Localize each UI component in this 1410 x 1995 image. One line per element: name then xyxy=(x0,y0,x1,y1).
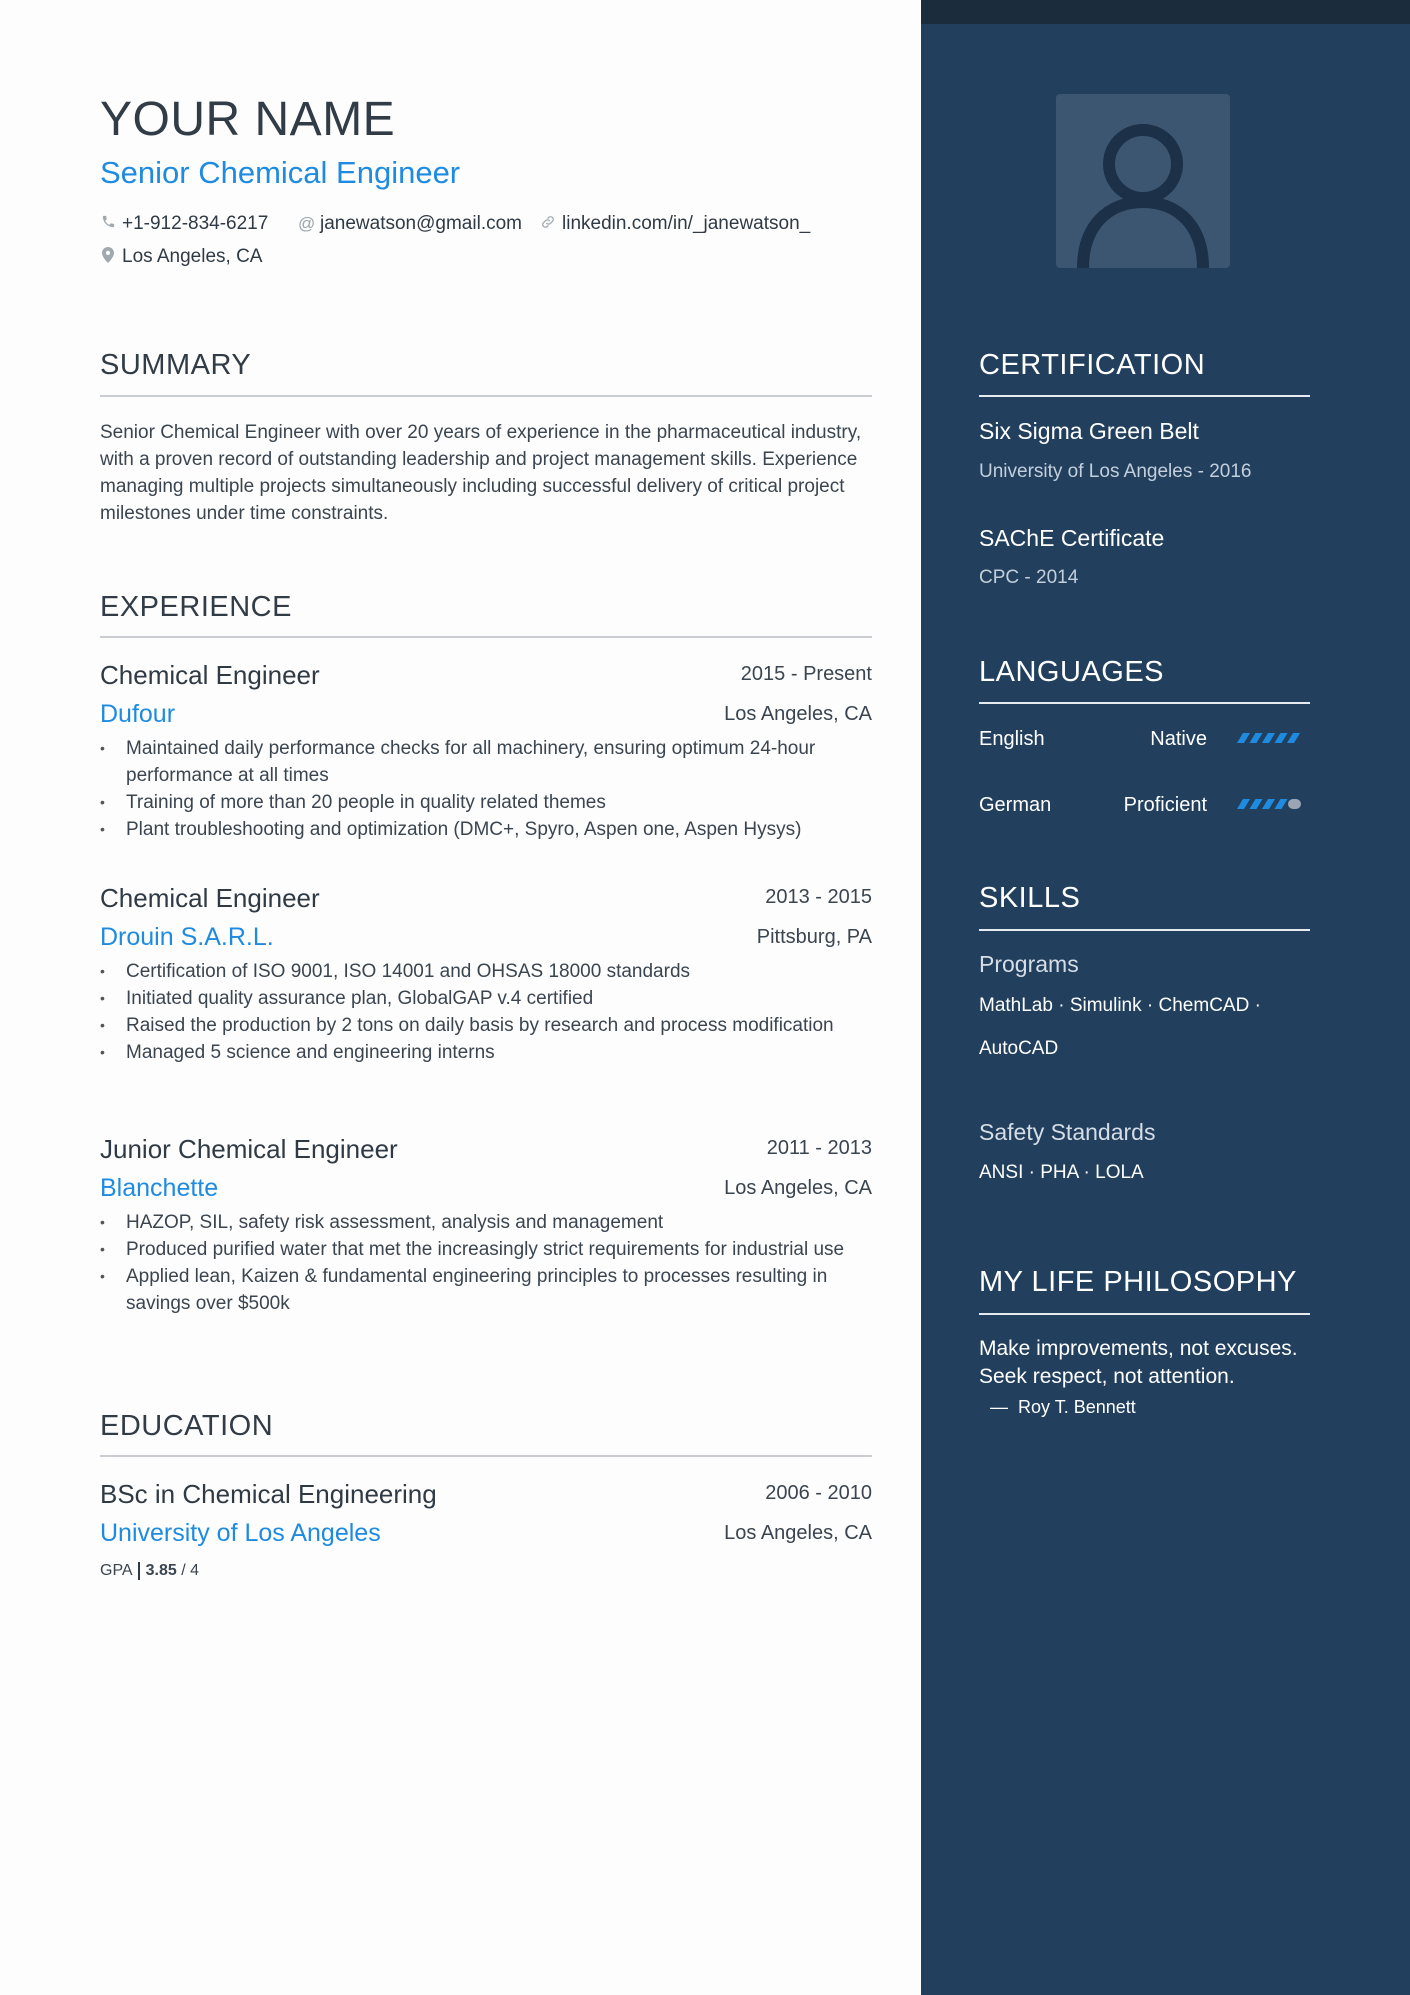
languages-heading: LANGUAGES xyxy=(979,656,1164,688)
language-proficiency-bar xyxy=(1237,732,1311,744)
cert-detail: CPC - 2014 xyxy=(979,567,1079,588)
gpa xyxy=(100,1562,199,1580)
language-name: German xyxy=(979,794,1052,816)
email-text[interactable]: janewatson@gmail.com xyxy=(320,213,522,234)
job-dates: 2011 - 2013 xyxy=(766,1137,872,1159)
list-item: • Certification of ISO 9001, ISO 14001 and OHSAS 18000 standards xyxy=(100,958,875,985)
proficiency-segment-filled xyxy=(1275,799,1288,809)
contact-location xyxy=(100,246,262,268)
contact-linkedin[interactable] xyxy=(540,213,810,235)
job-dates: 2015 - Present xyxy=(740,663,872,685)
gpa-max: / 4 xyxy=(181,1562,199,1580)
language-proficiency-bar xyxy=(1237,798,1311,810)
link-icon xyxy=(540,214,556,235)
location-text: Los Angeles, CA xyxy=(122,246,263,267)
job-title: Chemical Engineer xyxy=(100,883,320,913)
proficiency-segment-filled xyxy=(1250,799,1263,809)
list-item: • Raised the production by 2 tons on daily basis by research and process modification xyxy=(100,1012,875,1039)
summary-divider xyxy=(100,395,872,397)
degree-title: BSc in Chemical Engineering xyxy=(100,1479,437,1509)
quote-author-name: Roy T. Bennett xyxy=(1018,1397,1136,1417)
school-name: University of Los Angeles xyxy=(100,1519,381,1547)
skills-divider xyxy=(979,929,1310,931)
user-silhouette-icon xyxy=(1056,94,1230,268)
summary-text: Senior Chemical Engineer with over 20 years of experience in the pharmaceutical industry, with a proven record of outstanding leadership and project management skills. Experience managing multiple projects simultaneously including successful delivery of critical project milestones under time constraints. xyxy=(100,422,862,524)
cert-detail: University of Los Angeles - 2016 xyxy=(979,461,1252,482)
skills-heading: SKILLS xyxy=(979,882,1081,914)
contact-phone xyxy=(100,213,268,235)
job-company: Blanchette xyxy=(100,1174,219,1202)
education-dates: 2006 - 2010 xyxy=(765,1482,872,1504)
cert-name: SAChE Certificate xyxy=(979,525,1165,551)
proficiency-segment-filled xyxy=(1237,733,1250,743)
skill-list: MathLab · Simulink · ChemCAD · AutoCAD xyxy=(979,995,1261,1059)
cert-name: Six Sigma Green Belt xyxy=(979,418,1199,444)
philosophy-quote: Make improvements, not excuses. Seek respect, not attention. xyxy=(979,1337,1298,1388)
experience-divider xyxy=(100,636,872,638)
language-name: English xyxy=(979,728,1045,750)
skill-category: Programs xyxy=(979,951,1079,977)
skill-list: ANSI · PHA · LOLA xyxy=(979,1162,1144,1183)
proficiency-segment-filled xyxy=(1237,799,1250,809)
gpa-separator xyxy=(138,1562,140,1580)
location-pin-icon xyxy=(100,247,116,268)
job-company: Dufour xyxy=(100,700,176,728)
philosophy-heading: MY LIFE PHILOSOPHY xyxy=(979,1266,1297,1298)
experience-heading: EXPERIENCE xyxy=(100,591,292,623)
phone-text: +1-912-834-6217 xyxy=(122,213,269,234)
job-location: Pittsburg, PA xyxy=(756,926,872,948)
job-company: Drouin S.A.R.L. xyxy=(100,923,274,951)
proficiency-segment-filled xyxy=(1275,733,1288,743)
job-bullets xyxy=(100,735,875,843)
proficiency-segment-filled xyxy=(1250,733,1263,743)
gpa-value: 3.85 xyxy=(145,1562,177,1580)
education-divider xyxy=(100,1455,872,1457)
list-item: • HAZOP, SIL, safety risk assessment, analysis and management xyxy=(100,1209,875,1236)
job-bullets xyxy=(100,1209,875,1317)
list-item: • Applied lean, Kaizen & fundamental engineering principles to processes resulting in savings over $500k xyxy=(100,1263,875,1317)
proficiency-segment-filled xyxy=(1262,799,1275,809)
quote-author xyxy=(990,1397,1136,1418)
proficiency-segment-filled xyxy=(1262,733,1275,743)
list-item: • Plant troubleshooting and optimization (DMC+, Spyro, Aspen one, Aspen Hysys) xyxy=(100,816,875,843)
linkedin-text[interactable]: linkedin.com/in/_janewatson_ xyxy=(562,213,811,234)
certification-divider xyxy=(979,395,1310,397)
education-heading: EDUCATION xyxy=(100,1410,274,1442)
certification-heading: CERTIFICATION xyxy=(979,349,1206,381)
job-dates: 2013 - 2015 xyxy=(765,886,872,908)
language-level: Native xyxy=(1150,728,1207,750)
list-item: • Training of more than 20 people in quality related themes xyxy=(100,789,875,816)
list-item: • Managed 5 science and engineering interns xyxy=(100,1039,875,1066)
em-dash: — xyxy=(990,1397,1019,1417)
job-title: Junior Chemical Engineer xyxy=(100,1134,398,1164)
sidebar-top-bar xyxy=(921,0,1410,24)
summary-heading: SUMMARY xyxy=(100,349,252,381)
gpa-label: GPA xyxy=(100,1562,133,1580)
candidate-title: Senior Chemical Engineer xyxy=(100,155,461,190)
philosophy-divider xyxy=(979,1313,1310,1315)
job-bullets xyxy=(100,958,875,1066)
job-title: Chemical Engineer xyxy=(100,660,320,690)
language-level: Proficient xyxy=(1123,794,1207,816)
avatar xyxy=(1056,94,1230,268)
job-location: Los Angeles, CA xyxy=(724,1177,872,1199)
school-location: Los Angeles, CA xyxy=(724,1522,872,1544)
job-location: Los Angeles, CA xyxy=(724,703,872,725)
list-item: • Produced purified water that met the increasingly strict requirements for industrial use xyxy=(100,1236,875,1263)
list-item: • Maintained daily performance checks for all machinery, ensuring optimum 24-hour performance at all times xyxy=(100,735,875,789)
proficiency-segment-filled xyxy=(1287,733,1300,743)
proficiency-segment-empty xyxy=(1288,799,1301,809)
phone-icon xyxy=(100,214,116,234)
languages-divider xyxy=(979,702,1310,704)
list-item: • Initiated quality assurance plan, GlobalGAP v.4 certified xyxy=(100,985,875,1012)
contact-email[interactable] xyxy=(298,213,522,235)
at-icon: @ xyxy=(298,214,316,233)
candidate-name: YOUR NAME xyxy=(100,93,396,146)
skill-category: Safety Standards xyxy=(979,1119,1156,1145)
